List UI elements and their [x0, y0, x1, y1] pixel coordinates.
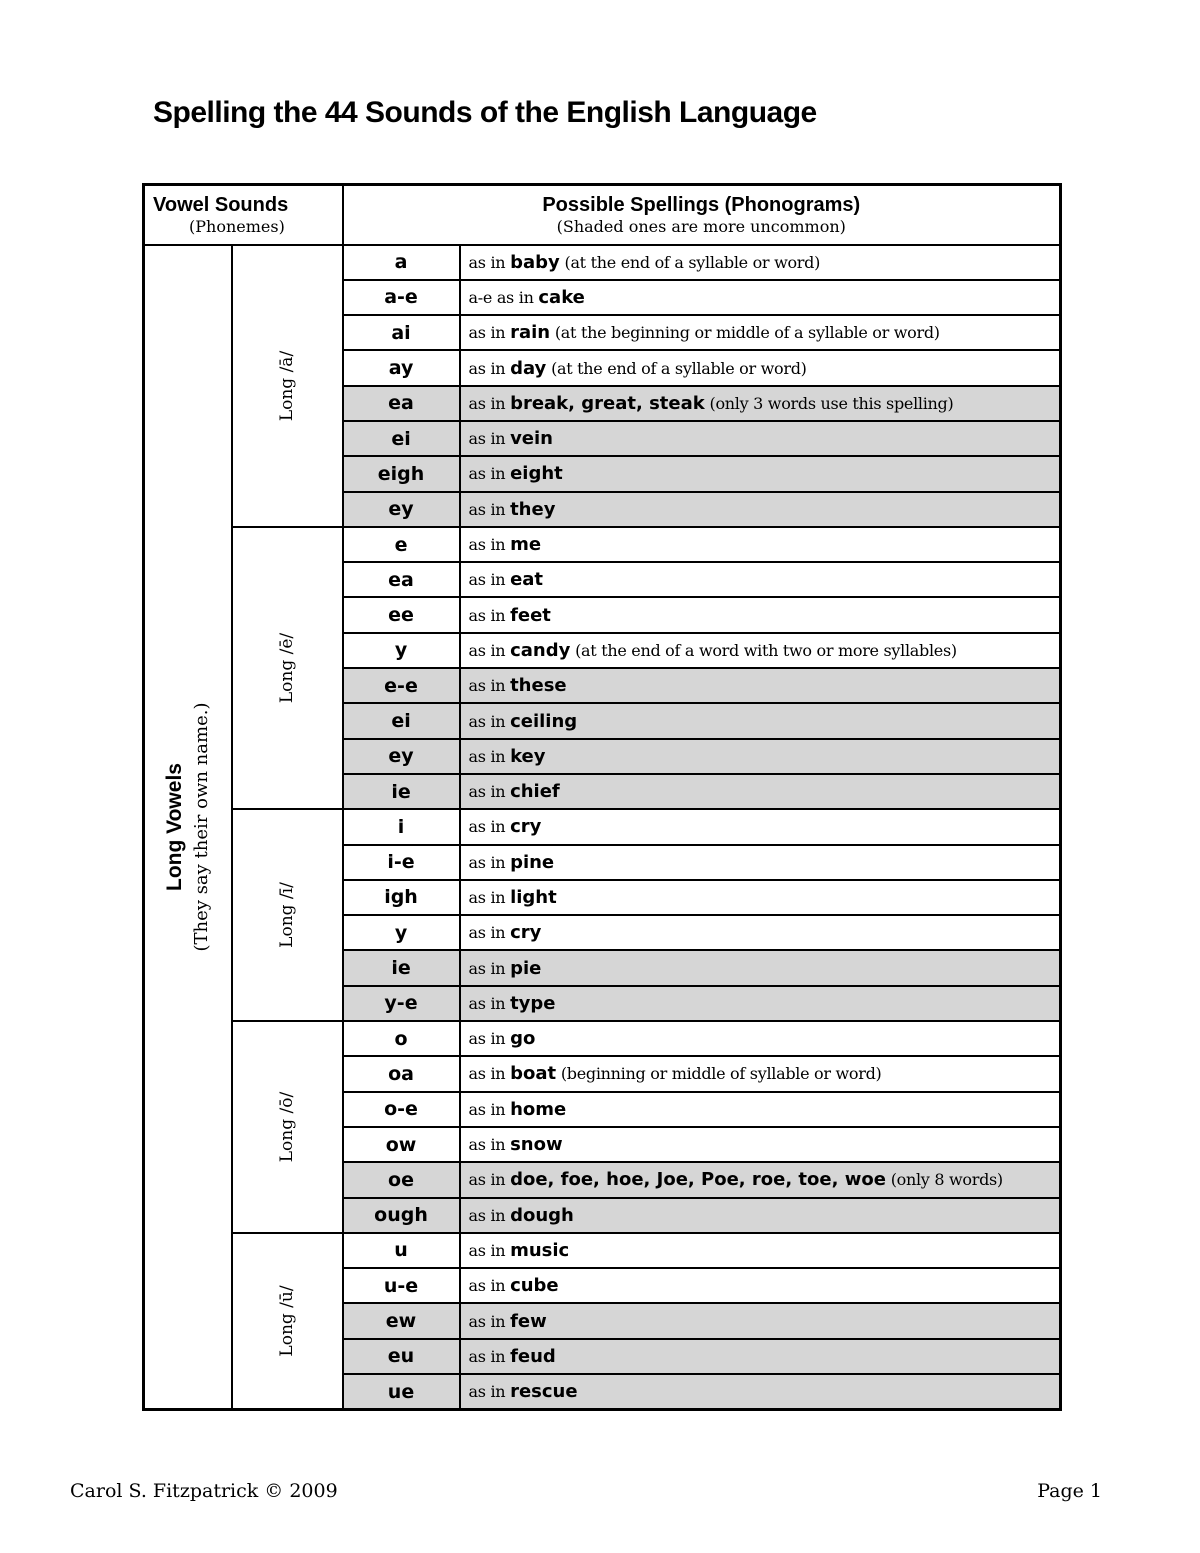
example-word: cube: [510, 1275, 559, 1297]
example-prefix: a-e as in: [468, 287, 539, 307]
example-word: break, great, steak: [510, 392, 705, 414]
example-word: eight: [510, 463, 563, 485]
example-prefix: as in: [468, 429, 511, 449]
example-prefix: as in: [468, 887, 511, 907]
example-cell: [460, 492, 1061, 527]
phonogram-cell: y-e: [343, 986, 460, 1021]
example-word: baby: [510, 251, 560, 273]
example-cell: [460, 1374, 1061, 1410]
phonogram-cell: ai: [343, 315, 460, 350]
example-cell: [460, 527, 1061, 562]
example-prefix: as in: [468, 1311, 511, 1331]
example-cell: [460, 1056, 1061, 1091]
example-cell: [460, 986, 1061, 1021]
phonogram-cell: ew: [343, 1303, 460, 1338]
example-prefix: as in: [468, 676, 511, 696]
example-prefix: as in: [468, 393, 511, 413]
phonogram-cell: u-e: [343, 1268, 460, 1303]
example-prefix: as in: [468, 958, 511, 978]
phonogram-cell: o-e: [343, 1092, 460, 1127]
example-word: key: [510, 745, 546, 767]
example-note: (only 3 words use this spelling): [704, 393, 954, 413]
example-word: these: [510, 675, 567, 697]
example-prefix: as in: [468, 711, 511, 731]
example-cell: [460, 562, 1061, 597]
table-body: [144, 245, 1061, 1410]
example-word: pie: [510, 957, 542, 979]
example-prefix: as in: [468, 746, 511, 766]
example-word: candy: [510, 639, 571, 661]
phonogram-cell: u: [343, 1233, 460, 1268]
example-cell: [460, 809, 1061, 844]
sound-group-cell: [232, 1021, 343, 1233]
vowel-sounds-header: [144, 185, 343, 245]
phonogram-cell: i: [343, 809, 460, 844]
example-cell: [460, 1339, 1061, 1374]
sound-group-label: Long /ō/: [277, 1091, 297, 1163]
example-prefix: as in: [468, 1064, 511, 1084]
example-word: eat: [510, 569, 544, 591]
phonogram-cell: ey: [343, 492, 460, 527]
phonogram-cell: ow: [343, 1127, 460, 1162]
possible-spellings-header: [343, 185, 1061, 245]
example-cell: [460, 315, 1061, 350]
example-prefix: as in: [468, 817, 511, 837]
phonogram-cell: ei: [343, 421, 460, 456]
example-word: feud: [510, 1345, 556, 1367]
example-cell: [460, 1092, 1061, 1127]
example-note: (at the end of a word with two or more syllables): [570, 640, 957, 660]
example-word: pine: [510, 851, 555, 873]
example-cell: [460, 703, 1061, 738]
phonogram-cell: eu: [343, 1339, 460, 1374]
phonogram-cell: igh: [343, 880, 460, 915]
example-prefix: as in: [468, 923, 511, 943]
sound-group-cell: [232, 809, 343, 1021]
example-cell: [460, 774, 1061, 809]
example-prefix: as in: [468, 252, 511, 272]
table-row: [144, 527, 1061, 562]
example-word: music: [510, 1239, 570, 1261]
example-cell: [460, 386, 1061, 421]
example-cell: [460, 245, 1061, 280]
example-cell: [460, 1127, 1061, 1162]
sound-group-cell: [232, 527, 343, 809]
phonogram-cell: ie: [343, 774, 460, 809]
possible-spellings-header-title: Possible Spellings (Phonograms): [542, 193, 861, 216]
example-word: feet: [510, 604, 551, 626]
example-prefix: as in: [468, 782, 511, 802]
vowel-sounds-header-title: Vowel Sounds: [153, 193, 289, 216]
table-row: [144, 1021, 1061, 1056]
example-cell: [460, 1198, 1061, 1233]
example-word: cry: [510, 922, 542, 944]
possible-spellings-header-subtitle: (Shaded ones are more uncommon): [556, 216, 846, 236]
example-prefix: as in: [468, 1382, 511, 1401]
phonogram-cell: ue: [343, 1374, 460, 1410]
example-cell: [460, 1233, 1061, 1268]
phonogram-cell: e: [343, 527, 460, 562]
example-cell: [460, 1268, 1061, 1303]
example-cell: [460, 739, 1061, 774]
example-note: (at the beginning or middle of a syllable or word): [550, 323, 940, 343]
example-word: home: [510, 1098, 567, 1120]
example-word: day: [510, 357, 547, 379]
phonogram-cell: eigh: [343, 456, 460, 491]
example-prefix: as in: [468, 499, 511, 519]
example-cell: [460, 915, 1061, 950]
example-prefix: as in: [468, 1276, 511, 1296]
example-prefix: as in: [468, 535, 511, 555]
example-word: few: [510, 1310, 547, 1332]
sound-group-label: Long /ī/: [277, 882, 297, 948]
example-prefix: as in: [468, 1346, 511, 1366]
example-cell: [460, 597, 1061, 632]
footer-page-number: Page 1: [1037, 1480, 1102, 1502]
sound-group-label: Long /ā/: [277, 350, 297, 421]
example-note: (at the end of a syllable or word): [546, 358, 807, 378]
table-row: [144, 245, 1061, 280]
example-cell: [460, 456, 1061, 491]
phonogram-cell: ay: [343, 350, 460, 385]
example-prefix: as in: [468, 1205, 511, 1225]
phonogram-cell: oe: [343, 1162, 460, 1197]
example-word: they: [510, 498, 556, 520]
category-title: Long Vowels: [162, 762, 186, 891]
example-cell: [460, 280, 1061, 315]
example-cell: [460, 350, 1061, 385]
example-word: light: [510, 886, 557, 908]
phonogram-cell: ee: [343, 597, 460, 632]
sound-group-cell: [232, 1233, 343, 1410]
example-prefix: as in: [468, 1135, 511, 1155]
example-cell: [460, 845, 1061, 880]
example-note: (at the end of a syllable or word): [559, 252, 821, 272]
phonogram-cell: oa: [343, 1056, 460, 1091]
example-prefix: as in: [468, 852, 511, 872]
example-word: rescue: [510, 1381, 578, 1402]
example-word: doe, foe, hoe, Joe, Poe, roe, toe, woe: [510, 1169, 886, 1191]
example-cell: [460, 668, 1061, 703]
example-word: chief: [510, 781, 560, 803]
example-cell: [460, 1021, 1061, 1056]
sound-group-label: Long /ū/: [277, 1285, 297, 1357]
example-prefix: as in: [468, 605, 511, 625]
example-cell: [460, 1162, 1061, 1197]
example-note: (only 8 words): [885, 1170, 1003, 1190]
example-prefix: as in: [468, 993, 511, 1013]
example-word: cry: [510, 816, 542, 838]
table-row: [144, 1233, 1061, 1268]
phonogram-cell: ey: [343, 739, 460, 774]
example-prefix: as in: [468, 358, 511, 378]
phonogram-cell: o: [343, 1021, 460, 1056]
sound-group-label: Long /ē/: [277, 632, 297, 704]
example-word: boat: [510, 1063, 557, 1085]
footer-copyright: Carol S. Fitzpatrick © 2009: [70, 1480, 338, 1502]
phonogram-cell: e-e: [343, 668, 460, 703]
example-word: me: [510, 534, 542, 556]
example-word: dough: [510, 1204, 574, 1226]
phonogram-cell: ea: [343, 386, 460, 421]
page-title: Spelling the 44 Sounds of the English Language: [153, 96, 817, 129]
table-header-row: [144, 185, 1061, 245]
phonogram-cell: ough: [343, 1198, 460, 1233]
phonogram-cell: y: [343, 915, 460, 950]
example-prefix: as in: [468, 1099, 511, 1119]
example-prefix: as in: [468, 1240, 511, 1260]
example-prefix: as in: [468, 464, 511, 484]
example-prefix: as in: [468, 323, 511, 343]
example-word: cake: [538, 286, 585, 308]
phonogram-cell: ei: [343, 703, 460, 738]
example-cell: [460, 950, 1061, 985]
example-cell: [460, 1303, 1061, 1338]
example-prefix: as in: [468, 1170, 511, 1190]
phonogram-cell: ea: [343, 562, 460, 597]
example-word: ceiling: [510, 710, 578, 732]
phonogram-table: [142, 183, 1062, 1411]
example-word: snow: [510, 1134, 563, 1156]
category-subtitle: (They say their own name.): [190, 702, 212, 952]
example-cell: [460, 421, 1061, 456]
example-note: (beginning or middle of syllable or word): [556, 1064, 882, 1084]
phonogram-cell: y: [343, 633, 460, 668]
example-prefix: as in: [468, 570, 511, 590]
example-word: rain: [510, 322, 551, 344]
phonogram-cell: ie: [343, 950, 460, 985]
example-cell: [460, 880, 1061, 915]
phonogram-cell: a-e: [343, 280, 460, 315]
example-word: go: [510, 1028, 536, 1050]
example-word: type: [510, 992, 556, 1014]
table-row: [144, 809, 1061, 844]
vowel-sounds-header-subtitle: (Phonemes): [189, 216, 285, 236]
example-word: vein: [510, 428, 553, 450]
sound-group-cell: [232, 245, 343, 527]
long-vowels-category-cell: [144, 245, 232, 1410]
example-prefix: as in: [468, 1029, 511, 1049]
phonogram-cell: a: [343, 245, 460, 280]
example-cell: [460, 633, 1061, 668]
example-prefix: as in: [468, 640, 511, 660]
phonogram-cell: i-e: [343, 845, 460, 880]
